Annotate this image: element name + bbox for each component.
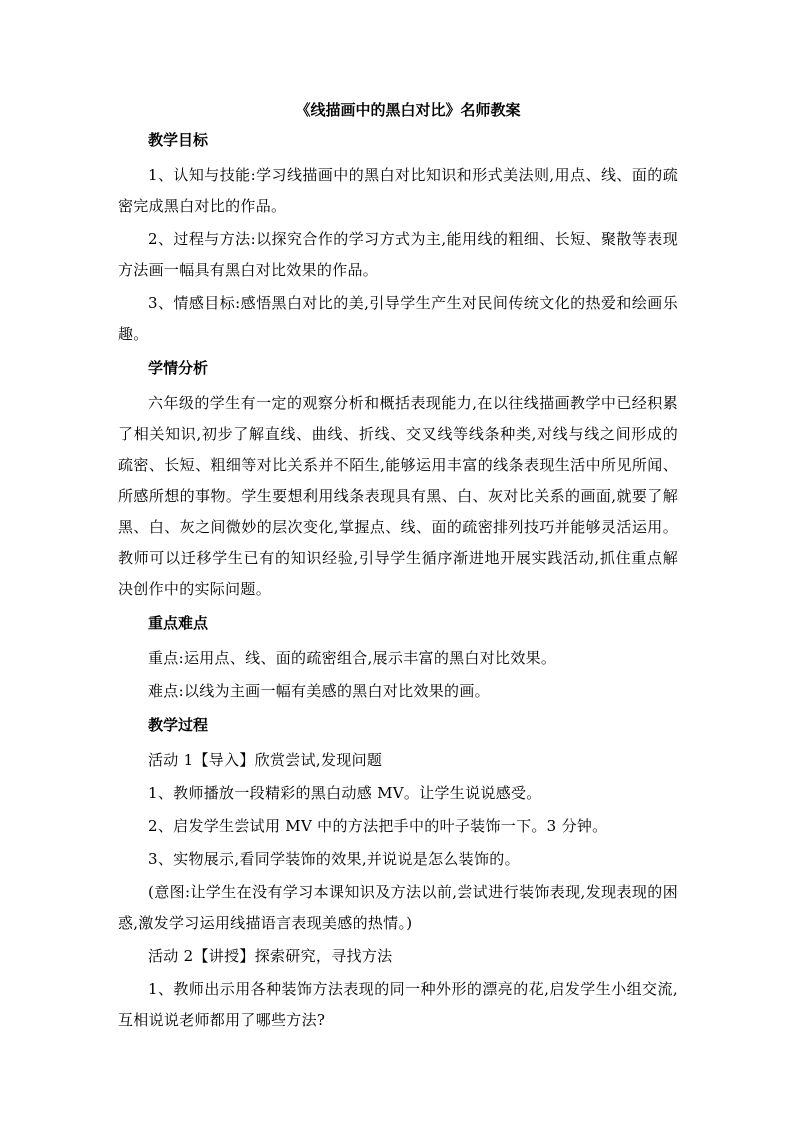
activity-1-intent: (意图:让学生在没有学习本课知识及方法以前,尝试进行装饰表现,发现表现的困惑,激发学习运用线描语言表现美感的热情。) (118, 883, 678, 932)
heading-student-analysis: 学情分析 (148, 359, 209, 377)
heading-teaching-goals: 教学目标 (148, 131, 209, 149)
document-title: 《线描画中的黑白对比》名师教案 (295, 101, 521, 119)
heading-key-difficulties: 重点难点 (148, 614, 209, 632)
difficulty-text: 难点:以线为主画一幅有美感的黑白对比效果的画。 (148, 682, 490, 700)
goal-item-3: 3、情感目标:感悟黑白对比的美,引导学生产生对民间传统文化的热爱和绘画乐趣。 (118, 294, 678, 343)
activity-1-item-3: 3、实物展示,看同学装饰的效果,并说说是怎么装饰的。 (148, 850, 520, 868)
goal-item-2: 2、过程与方法:以探究合作的学习方式为主,能用线的粗细、长短、聚散等表现方法画一幅具有黑白对比效果的作品。 (118, 230, 678, 279)
student-analysis-text: 六年级的学生有一定的观察分析和概括表现能力,在以往线描画教学中已经积累了相关知识,初步了解直线、曲线、折线、交叉线等线条种类,对线与线之间形成的疏密、长短、粗细等对比关系并不陌生,能够运用丰富的线条表现生活中所见所闻、所感所想的事物。学生要想利用线条表现具有黑、白、灰对比关系的画面,就要了解黑、白、灰之间微妙的层次变化,掌握点、线、面的疏密排列技巧并能够灵活运用。教师可以迁移学生已有的知识经验,引导学生循序渐进地开展实践活动,抓住重点解决创作中的实际问题。 (118, 394, 678, 598)
activity-1-title: 活动 1【导入】欣赏尝试,发现问题 (148, 751, 383, 769)
activity-1-item-1: 1、教师播放一段精彩的黑白动感 MV。让学生说说感受。 (148, 784, 542, 802)
key-point-text: 重点:运用点、线、面的疏密组合,展示丰富的黑白对比效果。 (148, 649, 557, 667)
activity-2-title: 活动 2【讲授】探索研究，寻找方法 (148, 947, 393, 965)
goal-item-1: 1、认知与技能:学习线描画中的黑白对比知识和形式美法则,用点、线、面的疏密完成黑白对比的作品。 (118, 166, 678, 215)
heading-teaching-process: 教学过程 (148, 716, 209, 734)
activity-1-item-2: 2、启发学生尝试用 MV 中的方法把手中的叶子装饰一下。3 分钟。 (148, 817, 608, 835)
activity-2-item-1: 1、教师出示用各种装饰方法表现的同一种外形的漂亮的花,启发学生小组交流,互相说说老师都用了哪些方法? (118, 980, 678, 1029)
document-body (118, 100, 678, 1038)
